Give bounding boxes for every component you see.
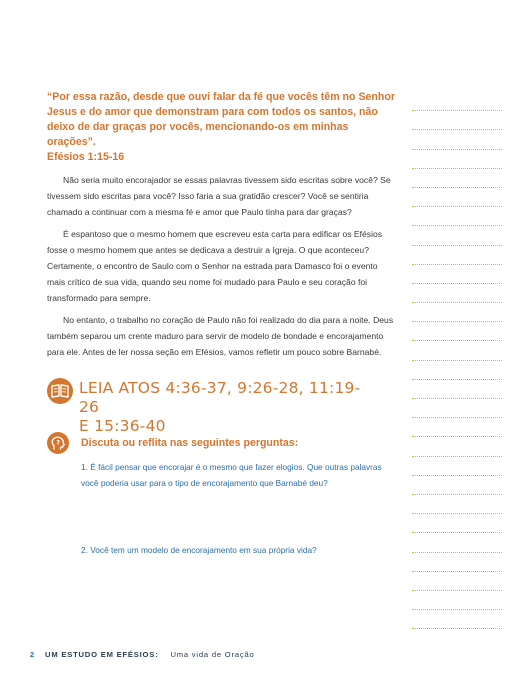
notes-line: [412, 246, 502, 265]
notes-line: [412, 150, 502, 169]
notes-line: [412, 476, 502, 495]
discussion-question-2: 2. Você tem um modelo de encorajamento em sua própria vida?: [81, 545, 317, 555]
reading-heading: [79, 379, 377, 436]
scripture-reference: Efésios 1:15-16: [47, 151, 125, 163]
notes-line: [412, 380, 502, 399]
discussion-title: Discuta ou reflita nas seguintes perguntas:: [81, 437, 299, 449]
page-number: 2: [30, 650, 36, 659]
notes-line: [412, 341, 502, 360]
notes-line: [412, 226, 502, 245]
footer-subtitle: Uma vida de Oração: [170, 650, 255, 659]
notes-line: [412, 399, 502, 418]
notes-line: [412, 514, 502, 533]
notes-line: [412, 572, 502, 591]
svg-text:?: ?: [56, 438, 60, 447]
notes-line: [412, 437, 502, 456]
notes-line: [412, 207, 502, 226]
notes-line: [412, 533, 502, 552]
scripture-quote: “Por essa razão, desde que ouvi falar da fé que vocês têm no Senhor Jesus e do amor que demonstram para com todos os santos, não deixo de dar graças por vocês, mencionando-os em minhas orações”.: [47, 91, 395, 148]
notes-line: [412, 284, 502, 303]
body-paragraph-1: Não seria muito encorajador se essas palavras tivessem sido escritas sobre você? Se tivessem sido escritas para você? Isso faria a sua gratidão crescer? Você se sentiria chamado a continuar com a mesma fé e amor que Paulo tinha para dar graças?: [47, 175, 391, 217]
notes-line: [412, 169, 502, 188]
notes-line: [412, 361, 502, 380]
main-column: [47, 90, 397, 368]
notes-line: [412, 188, 502, 207]
notes-line: [412, 418, 502, 437]
footer-series-title: UM ESTUDO EM EFÉSIOS:: [45, 650, 159, 659]
notes-dotted-lines: [412, 92, 502, 629]
reading-heading-line-1: LEIA ATOS 4:36-37, 9:26-28, 11:19-26: [79, 379, 361, 416]
body-paragraph-2: É espantoso que o mesmo homem que escreveu esta carta para edificar os Efésios fosse o mesmo homem que antes se dedicava a destruir a Igreja. O que aconteceu? Certamente, o encontro de Saulo com o Senhor na estrada para Damasco foi o evento mais crítico de sua vida, quando seu nome foi mudado para Paulo e seu coração foi transformado para sempre.: [47, 229, 383, 303]
discussion-question-1: 1. É fácil pensar que encorajar é o mesmo que fazer elogios. Que outras palavras você poderia usar para o tipo de encorajamento que Barnabé deu?: [81, 462, 382, 488]
open-book-icon: [47, 378, 73, 404]
notes-line: [412, 553, 502, 572]
question-head-icon: [47, 432, 69, 454]
notes-line: [412, 495, 502, 514]
page-footer: [30, 650, 255, 659]
notes-line: [412, 322, 502, 341]
notes-line: [412, 130, 502, 149]
reading-assignment: [47, 377, 377, 435]
notes-line: [412, 591, 502, 610]
notes-line: [412, 610, 502, 629]
notes-line: [412, 265, 502, 284]
notes-line: [412, 111, 502, 130]
notes-line: [412, 303, 502, 322]
notes-line: [412, 92, 502, 111]
notes-line: [412, 457, 502, 476]
body-paragraph-3: No entanto, o trabalho no coração de Paulo não foi realizado do dia para a noite. Deus também separou um crente maduro para servir de modelo de bondade e encorajamento para ele. Antes de ler nossa seção em Efésios, vamos refletir um pouco sobre Barnabé.: [47, 315, 394, 357]
reading-heading-line-2: E 15:36-40: [79, 417, 166, 435]
